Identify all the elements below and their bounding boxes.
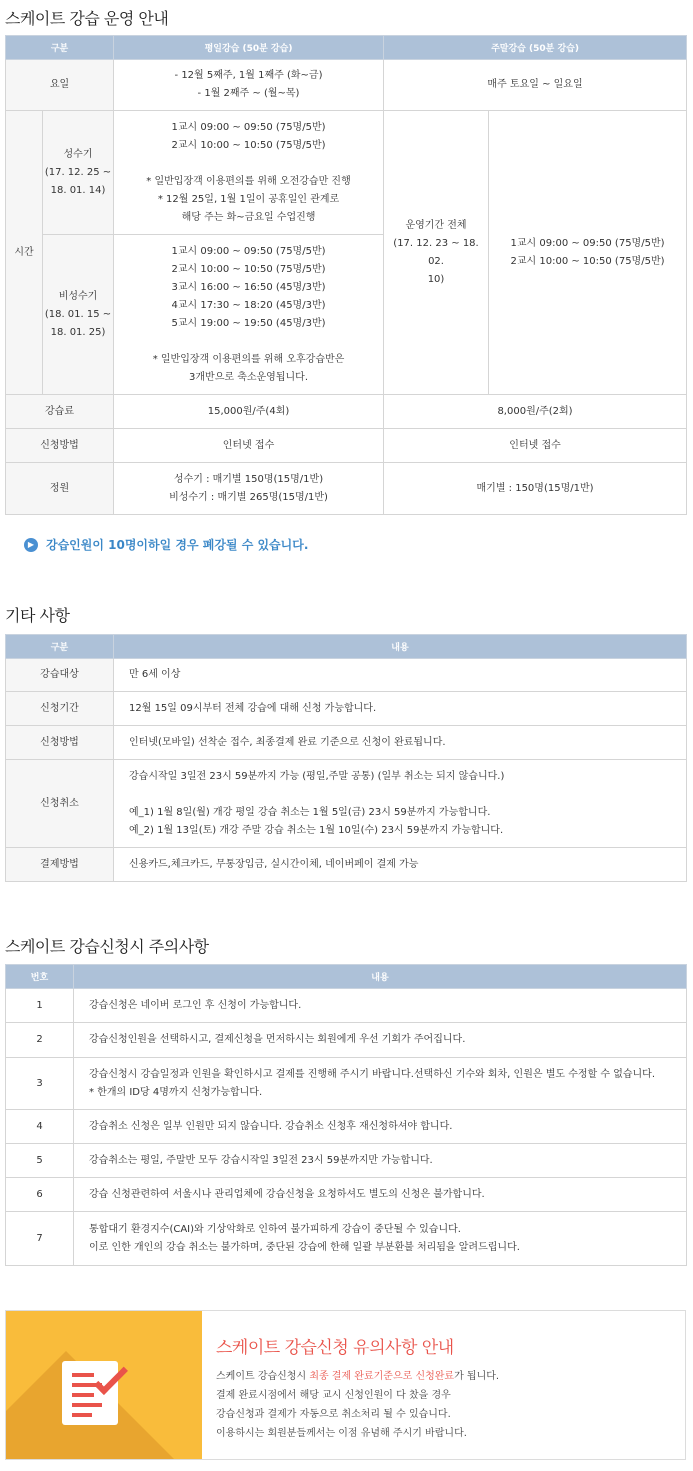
caution-number: 3 xyxy=(6,1058,74,1110)
banner-line-1-highlight: 최종 결제 완료기준으로 신청완료 xyxy=(309,1371,455,1382)
etc-row-label: 강습대상 xyxy=(6,659,114,692)
header-weekday: 평일강습 (50분 강습) xyxy=(114,36,384,60)
etc-header-content: 내용 xyxy=(114,635,687,659)
table-row xyxy=(6,1023,687,1058)
method-weekend: 인터넷 접수 xyxy=(384,429,687,463)
table-row xyxy=(6,1058,687,1110)
method-weekday: 인터넷 접수 xyxy=(114,429,384,463)
weekend-period: 운영기간 전체 (17. 12. 23 ~ 18. 02. 10) xyxy=(384,111,489,395)
caution-number: 6 xyxy=(6,1178,74,1212)
table-row xyxy=(6,1110,687,1144)
caution-content: 통합대기 환경지수(CAI)와 기상악화로 인하여 불가피하게 강습이 중단될 수 있습니다. 이로 인한 개인의 강습 취소는 불가하며, 중단된 강습에 한해 일괄 부분환불 처리됨을 알려드립니다. xyxy=(74,1212,687,1266)
row-time-peak xyxy=(6,111,687,235)
caution-number: 5 xyxy=(6,1144,74,1178)
peak-season-label: 성수기 (17. 12. 25 ~ 18. 01. 14) xyxy=(43,111,114,235)
banner-illustration xyxy=(6,1311,202,1459)
header-category: 구분 xyxy=(6,36,114,60)
caution-number: 4 xyxy=(6,1110,74,1144)
day-weekend: 매주 토요일 ~ 일요일 xyxy=(384,60,687,111)
table-row xyxy=(6,760,687,848)
etc-header-row xyxy=(6,635,687,659)
day-label: 요일 xyxy=(6,60,114,111)
doc-line xyxy=(72,1413,92,1417)
offpeak-weekday-schedule: 1교시 09:00 ~ 09:50 (75명/5반) 2교시 10:00 ~ 10:50 (75명/5반) 3교시 16:00 ~ 16:50 (45명/3반) 4교시 17:30 ~ 18:20 (45명/3반) 5교시 19:00 ~ 19:50 (45명/3반) * 일반입장객 이용편의를 위해 오후강습반은 3개반으로 축소운영됩니다. xyxy=(114,235,384,395)
cautions-header-number: 번호 xyxy=(6,965,74,989)
section-title-operation: 스케이트 강습 운영 안내 xyxy=(5,9,169,28)
caution-content: 강습신청인원을 선택하시고, 결제신청을 먼저하시는 회원에게 우선 기회가 주어집니다. xyxy=(74,1023,687,1058)
day-weekday: - 12월 5째주, 1월 1째주 (화~금) - 1월 2째주 ~ (월~목) xyxy=(114,60,384,111)
table-row xyxy=(6,659,687,692)
time-label: 시간 xyxy=(6,111,43,395)
caution-content: 강습신청시 강습일정과 인원을 확인하시고 결제를 진행해 주시기 바랍니다.선택하신 기수와 회차, 인원은 별도 수정할 수 없습니다. * 한개의 ID당 4명까지 신청가능합니다. xyxy=(74,1058,687,1110)
cautions-header-content: 내용 xyxy=(74,965,687,989)
section-title-cautions: 스케이트 강습신청시 주의사항 xyxy=(5,937,209,956)
caution-number: 1 xyxy=(6,989,74,1023)
notice-text: 강습인원이 10명이하일 경우 폐강될 수 있습니다. xyxy=(46,538,309,552)
table-row xyxy=(6,1212,687,1266)
fee-label: 강습료 xyxy=(6,395,114,429)
cautions-header-row xyxy=(6,965,687,989)
table-row xyxy=(6,989,687,1023)
etc-row-content: 12월 15일 09시부터 전체 강습에 대해 신청 가능합니다. xyxy=(114,692,687,726)
operation-table xyxy=(5,35,687,515)
arrow-right-circle-icon: ▶ xyxy=(24,538,38,552)
row-day xyxy=(6,60,687,111)
banner-line-1-pre: 스케이트 강습신청시 xyxy=(216,1371,310,1382)
doc-line xyxy=(72,1373,94,1377)
doc-line xyxy=(72,1403,102,1407)
method-label: 신청방법 xyxy=(6,429,114,463)
doc-line xyxy=(72,1393,94,1397)
etc-row-content: 인터넷(모바일) 선착순 접수, 최종결제 완료 기준으로 신청이 완료됩니다. xyxy=(114,726,687,760)
banner-line-2: 결제 완료시점에서 해당 교시 신청인원이 다 찼을 경우 xyxy=(216,1390,451,1401)
banner-body xyxy=(216,1367,499,1443)
row-capacity xyxy=(6,463,687,515)
etc-row-content: 강습시작일 3일전 23시 59분까지 가능 (평일,주말 공통) (일부 취소는 되지 않습니다.) 예_1) 1월 8일(월) 개강 평일 강습 취소는 1월 5일(금) 23시 59분까지 가능합니다. 예_2) 1월 13일(토) 개강 주말 강습 취소는 1월 10일(수) 23시 59분까지 가능합니다. xyxy=(114,760,687,848)
table-row xyxy=(6,692,687,726)
table-row xyxy=(6,726,687,760)
caution-content: 강습 신청관련하여 서울시나 관리업체에 강습신청을 요청하셔도 별도의 신청은 불가합니다. xyxy=(74,1178,687,1212)
cancellation-notice xyxy=(24,536,308,553)
table-row xyxy=(6,1144,687,1178)
notice-banner xyxy=(5,1310,686,1460)
caution-number: 7 xyxy=(6,1212,74,1266)
caution-content: 강습취소는 평일, 주말반 모두 강습시작일 3일전 23시 59분까지만 가능합니다. xyxy=(74,1144,687,1178)
banner-title: 스케이트 강습신청 유의사항 안내 xyxy=(216,1338,454,1358)
banner-line-1 xyxy=(216,1367,499,1386)
row-method xyxy=(6,429,687,463)
caution-content: 강습취소 신청은 일부 인원만 되지 않습니다. 강습취소 신청후 재신청하셔야 합니다. xyxy=(74,1110,687,1144)
etc-row-label: 신청취소 xyxy=(6,760,114,848)
banner-line-1-post: 가 됩니다. xyxy=(454,1371,500,1382)
etc-row-label: 결제방법 xyxy=(6,848,114,882)
table-row xyxy=(6,1178,687,1212)
fee-weekday: 15,000원/주(4회) xyxy=(114,395,384,429)
cautions-table xyxy=(5,964,687,1266)
etc-table xyxy=(5,634,687,882)
fee-weekend: 8,000원/주(2회) xyxy=(384,395,687,429)
etc-row-label: 신청방법 xyxy=(6,726,114,760)
capacity-weekend: 매기별 : 150명(15명/1반) xyxy=(384,463,687,515)
offpeak-season-label: 비성수기 (18. 01. 15 ~ 18. 01. 25) xyxy=(43,235,114,395)
table-row xyxy=(6,848,687,882)
etc-row-content: 만 6세 이상 xyxy=(114,659,687,692)
section-title-etc: 기타 사항 xyxy=(5,606,70,625)
etc-row-label: 신청기간 xyxy=(6,692,114,726)
caution-number: 2 xyxy=(6,1023,74,1058)
header-weekend: 주말강습 (50분 강습) xyxy=(384,36,687,60)
caution-content: 강습신청은 네이버 로그인 후 신청이 가능합니다. xyxy=(74,989,687,1023)
peak-weekday-schedule: 1교시 09:00 ~ 09:50 (75명/5반) 2교시 10:00 ~ 10:50 (75명/5반) * 일반입장객 이용편의를 위해 오전강습만 진행 * 12월 25일, 1월 1일이 공휴일인 관계로 해당 주는 화~금요일 수업진행 xyxy=(114,111,384,235)
operation-header-row xyxy=(6,36,687,60)
capacity-weekday: 성수기 : 매기별 150명(15명/1반) 비성수기 : 매기별 265명(15명/1반) xyxy=(114,463,384,515)
weekend-schedule: 1교시 09:00 ~ 09:50 (75명/5반) 2교시 10:00 ~ 10:50 (75명/5반) xyxy=(489,111,687,395)
row-fee xyxy=(6,395,687,429)
etc-header-category: 구분 xyxy=(6,635,114,659)
banner-line-3: 강습신청과 결제가 자동으로 취소처리 될 수 있습니다. xyxy=(216,1409,451,1420)
etc-row-content: 신용카드,체크카드, 무통장입금, 실시간이체, 네이버페이 결제 가능 xyxy=(114,848,687,882)
banner-line-4: 이용하시는 회원분들께서는 이점 유념해 주시기 바랍니다. xyxy=(216,1428,467,1439)
capacity-label: 정원 xyxy=(6,463,114,515)
